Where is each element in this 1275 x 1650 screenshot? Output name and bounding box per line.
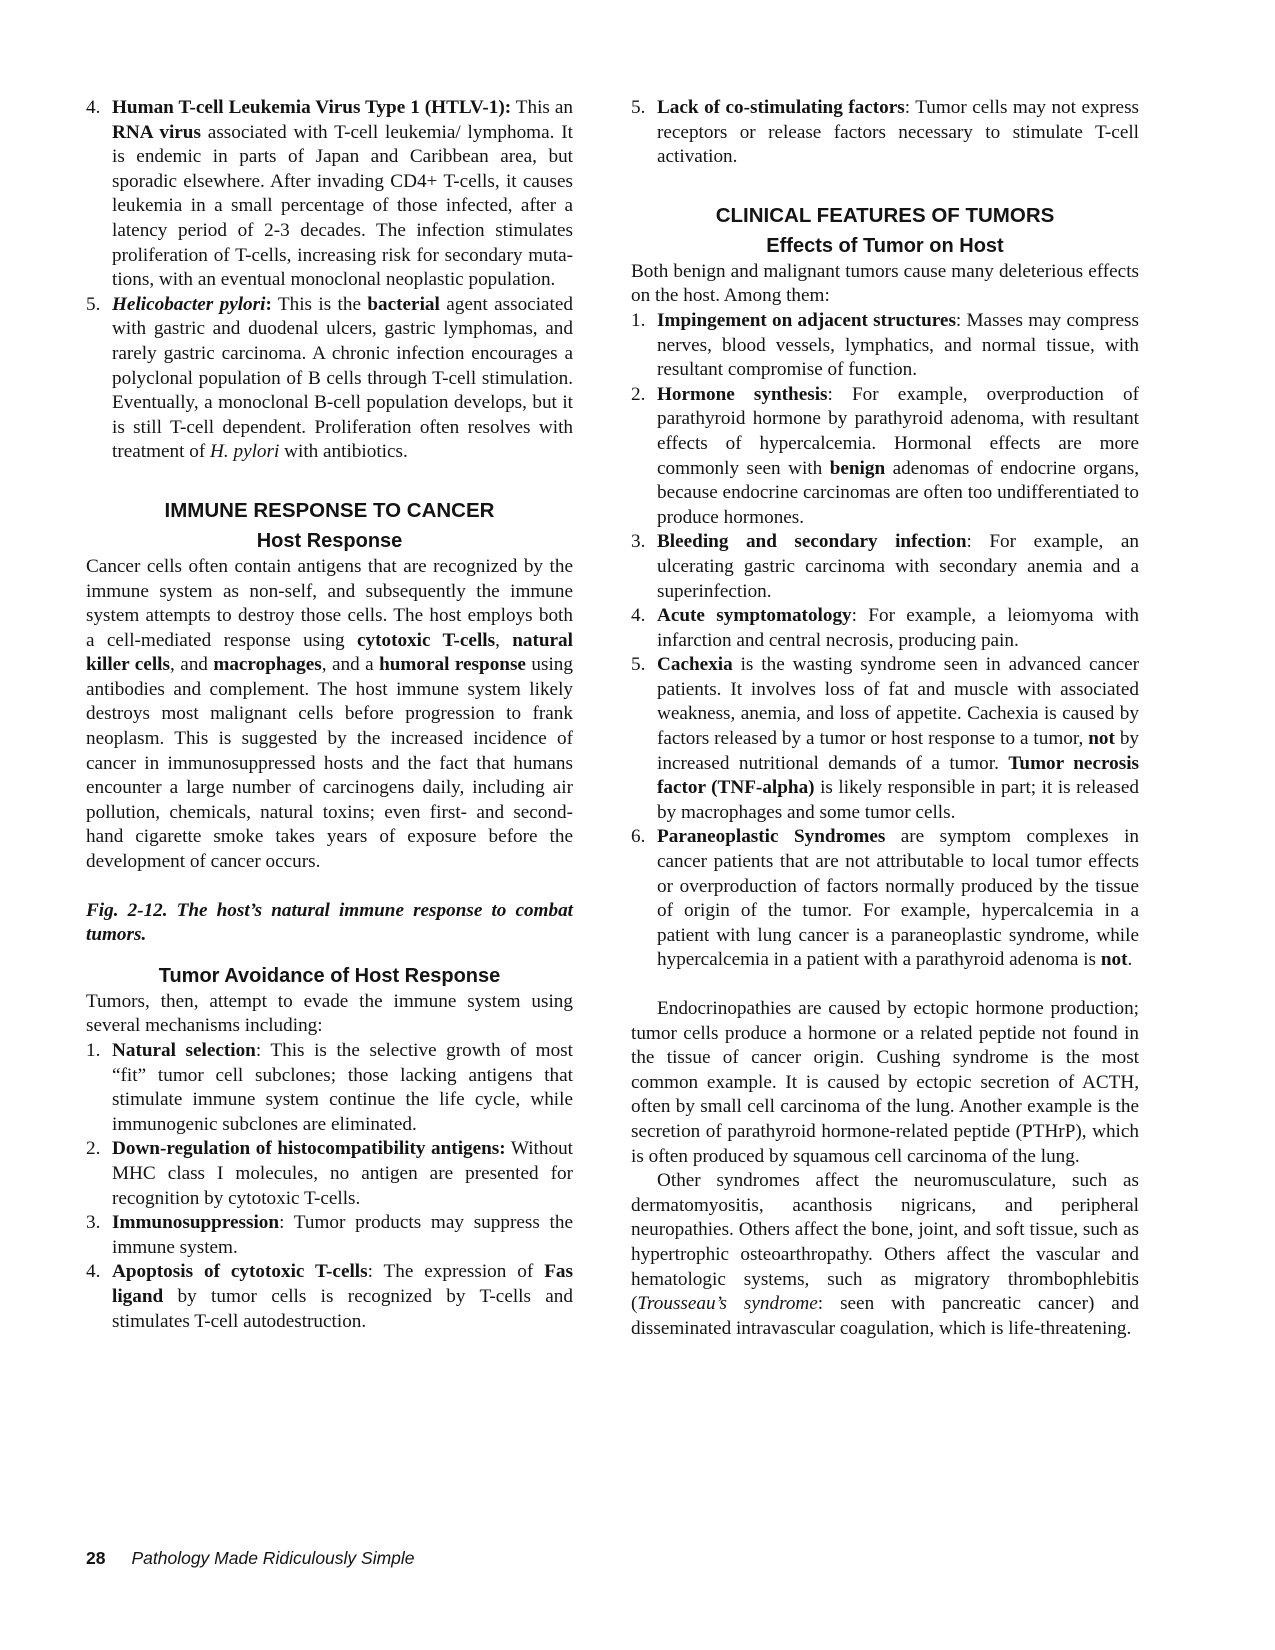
term: Lack of co-stimulating factors bbox=[657, 97, 905, 118]
list-number: 4. bbox=[631, 605, 646, 627]
list-item-impingement: 1. Impingement on adjacent structures: Masses may compress nerves, blood vessels, lymphatics, and normal tissue, with resultant compromise of function. bbox=[631, 309, 1139, 383]
list-number: 2. bbox=[631, 383, 646, 405]
list-item-paraneoplastic: 6. Paraneoplastic Syndromes are symptom complexes in cancer patients that are not attributable to local tumor effects or overproduction of factors normally produced by the tissue of origin of the tumor. For example, hypercalcemia in a patient with lung cancer is a paraneoplastic syndrome, while hypercalcemia in a patient with a parathyroid adenoma is not. bbox=[631, 825, 1139, 973]
term: Apoptosis of cytotoxic T-cells bbox=[112, 1261, 368, 1283]
paragraph-host-response: Cancer cells often contain antigens that are recognized by the immune system as non-self, and subsequently the immune system attempts to destroy those cells. The host employs both a cell-mediated response using cytotoxic T-cells, natural killer cells, and macrophages, and a humoral response using antibodies and complement. The host immune system likely destroys most malignant cells before progression to frank neoplasm. This is suggested by the increased incidence of cancer in immunosuppressed hosts and the fact that humans encounter a large number of carcinogens daily, including air pollution, chemicals, natural toxins; even first- and second-hand cigarette smoke takes years of exposure before the development of cancer occurs. bbox=[86, 555, 573, 873]
list-number: 4. bbox=[86, 97, 101, 118]
page-number: 28 bbox=[86, 1548, 106, 1568]
running-title: Pathology Made Ridiculously Simple bbox=[131, 1548, 415, 1568]
term: Down-regulation of histocompatibility antigens: bbox=[112, 1138, 506, 1160]
term: Acute symptomatology bbox=[657, 605, 852, 627]
list-item-acute-symptomatology: 4. Acute symptomatology: For example, a leiomyoma with infarction and central necrosis, producing pain. bbox=[631, 604, 1139, 653]
term: Immunosuppression bbox=[112, 1212, 280, 1234]
paragraph-effects-intro: Both benign and malignant tumors cause many deleterious effects on the host. Among them: bbox=[631, 260, 1139, 307]
list-item-apoptosis: 4. Apoptosis of cytotoxic T-cells: The expression of Fas ligand by tumor cells is recognized by T-cells and stimulates T-cell autodestruction. bbox=[86, 1260, 573, 1334]
list-item-bleeding: 3. Bleeding and secondary infection: For example, an ulcerating gastric carcinoma with secondary anemia and a superinfection. bbox=[631, 530, 1139, 604]
list-number: 3. bbox=[631, 531, 646, 553]
list-number: 5. bbox=[631, 654, 646, 676]
term: Bleeding and secondary infection bbox=[657, 531, 967, 553]
term: Cachexia bbox=[657, 654, 733, 676]
figure-caption: Fig. 2-12. The host’s natural immune response to combat tumors. bbox=[86, 899, 573, 946]
subheading-tumor-avoidance: Tumor Avoidance of Host Response bbox=[158, 964, 501, 987]
list-item-natural-selection: 1. Natural selection: This is the selective growth of most “fit” tumor cell subclones; those lacking antigens that stimulate immune system continue the life cycle, while immunogenic subclones are eliminated. bbox=[86, 1039, 573, 1137]
list-item-hormone-synthesis: 2. Hormone synthesis: For example, overproduction of parathyroid hormone by parathyroid adenoma, with resultant effects of hypercalcemia. Hormonal effects are more commonly seen with benign adenomas of endocrine organs, because endocrine carcinomas are often too undifferentiated to produce hormones. bbox=[631, 383, 1139, 531]
list-number: 5. bbox=[86, 293, 101, 315]
list-number: 2. bbox=[86, 1138, 101, 1160]
page-footer bbox=[86, 1548, 415, 1569]
right-column bbox=[631, 96, 1139, 1341]
term: Natural selection bbox=[112, 1040, 256, 1061]
term: Helicobacter pylori bbox=[112, 293, 266, 315]
list-number: 5. bbox=[631, 97, 646, 118]
list-item-co-stimulating: 5. Lack of co-stimulating factors: Tumor cells may not express receptors or release factors necessary to stimulate T-cell activation. bbox=[631, 96, 1139, 170]
list-number: 3. bbox=[86, 1212, 101, 1234]
list-number: 6. bbox=[631, 826, 646, 848]
list-number: 1. bbox=[631, 309, 646, 331]
section-heading-immune-response: IMMUNE RESPONSE TO CANCER bbox=[164, 498, 495, 522]
list-item-immunosuppression: 3. Immunosuppression: Tumor products may suppress the immune system. bbox=[86, 1211, 573, 1260]
paragraph-endocrinopathies: Endocrinopathies are caused by ectopic hormone production; tumor cells produce a hormone or a related peptide not found in the tissue of cancer origin. Cushing syndrome is the most common example. It is caused by ectopic secretion of ACTH, often by small cell carcinoma of the lung. Another example is the secretion of parathyroid hormone-related peptide (PTHrP), which is often produced by squamous cell carcinoma of the lung. bbox=[631, 998, 1139, 1167]
term: Impingement on adjacent structures bbox=[657, 309, 956, 331]
term: Paraneoplastic Syndromes bbox=[657, 826, 886, 848]
list-item-cachexia: 5. Cachexia is the wasting syndrome seen in advanced cancer patients. It involves loss of fat and muscle with associated weakness, anemia, and loss of appetite. Cachexia is caused by factors released by a tumor or host response to a tumor, not by increased nutritional demands of a tumor. Tumor necrosis factor (TNF-alpha) is likely responsible in part; it is released by macrophages and some tumor cells. bbox=[631, 653, 1139, 825]
list-item-h-pylori: 5. Helicobacter pylori: This is the bacterial agent associated with gastric and duodenal ulcers, gastric lymphomas, and rarely gastric carcinoma. A chronic infection encourages a polyclonal population of B cells through T-cell stimulation. Eventually, a monoclonal B-cell population develops, but it is still T-cell dependent. Proliferation often resolves with treatment of H. pylori with antibiotics. bbox=[86, 293, 573, 465]
left-column bbox=[86, 96, 573, 1334]
list-item-down-regulation: 2. Down-regulation of histocompatibility antigens: Without MHC class I molecules, no antigen are presented for recognition by cytotoxic T-cells. bbox=[86, 1137, 573, 1211]
term: Human T-cell Leukemia Virus Type 1 (HTLV-1): bbox=[112, 97, 512, 118]
paragraph-avoidance-intro: Tumors, then, attempt to evade the immune system using several mechanisms including: bbox=[86, 990, 573, 1037]
list-item-htlv1: 4. Human T-cell Leukemia Virus Type 1 (HTLV-1): This an RNA virus associated with T-cell leukemia/ lymphoma. It is endemic in parts of Japan and Caribbean area, but sporadic elsewhere. After invading CD4+ T-cells, it causes leukemia in a small percentage of those infected, after a latency period of 2-3 decades. The infection stimulates proliferation of T-cells, increasing risk for secondary mutations, with an eventual monoclonal neoplastic population. bbox=[86, 96, 573, 293]
subheading-host-response: Host Response bbox=[256, 529, 403, 552]
section-heading-clinical-features: CLINICAL FEATURES OF TUMORS bbox=[715, 203, 1055, 227]
list-number: 4. bbox=[86, 1261, 101, 1283]
list-number: 1. bbox=[86, 1040, 101, 1061]
subheading-effects-on-host: Effects of Tumor on Host bbox=[766, 234, 1004, 257]
paragraph-other-syndromes: Other syndromes affect the neuromusculature, such as dermatomyositis, acanthosis nigricans, and peripheral neuropathies. Others affect the bone, joint, and soft tissue, such as hypertrophic osteoarthropathy. Others affect the vascular and hematologic systems, such as migratory thrombophlebitis (Trousseau’s syndrome: seen with pancreatic cancer) and disseminated intravascular coagulation, which is life-threatening. bbox=[631, 1170, 1139, 1339]
term: Hormone synthesis bbox=[657, 383, 828, 405]
